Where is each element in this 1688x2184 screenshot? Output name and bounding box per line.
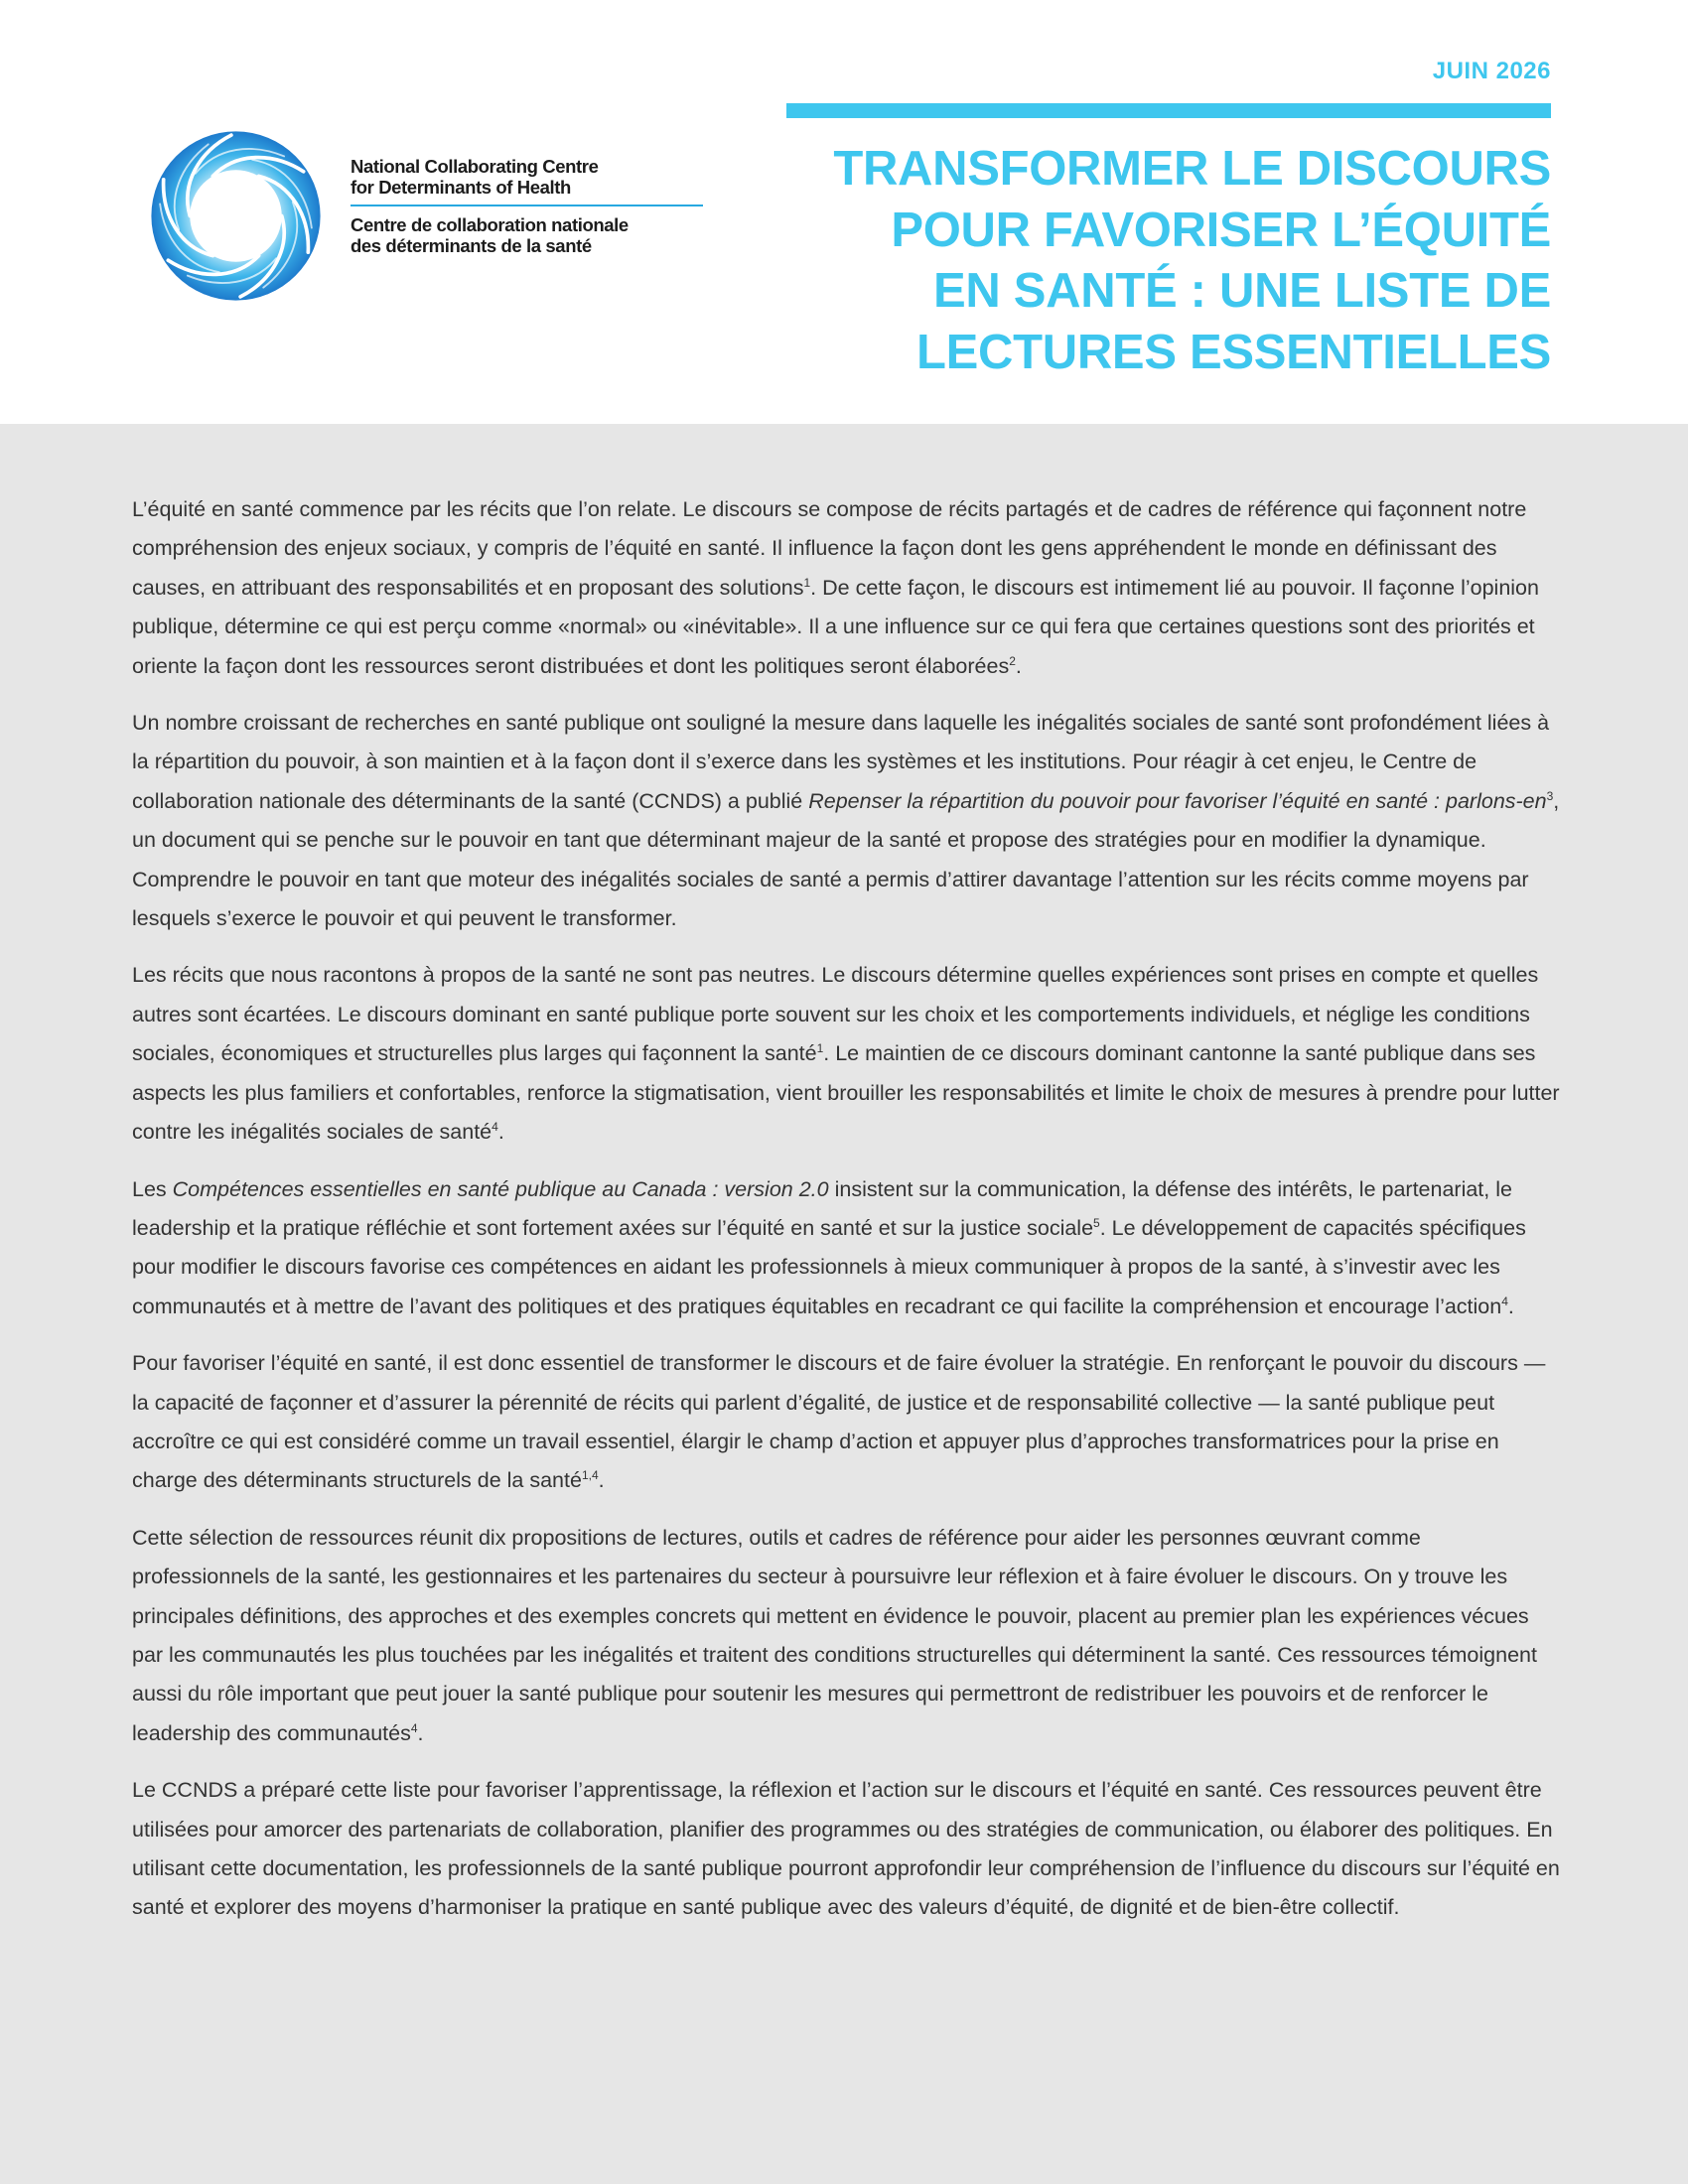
- org-en-line-1: National Collaborating Centre: [351, 156, 599, 177]
- paragraph-1: [132, 490, 1562, 686]
- paragraph-text: Le CCNDS a préparé cette liste pour favoriser l’apprentissage, la réflexion et l’action sur le discours et l’équité en santé. Ces ressources peuvent être utilisées pour amorcer des partenariats de collaboration, planifier des programmes ou des stratégies de communication, ou élaborer des politiques. En utilisant cette documentation, les professionnels de la santé publique pourront approfondir leur compréhension de l’influence du discours sur l’équité en santé et explorer des moyens d’harmoniser la pratique en santé publique avec des valeurs d’équité, de dignité et de bien-être collectif.: [132, 1778, 1560, 1920]
- paragraph-text: insistent sur la communication, la défense des intérêts, le partenariat, le leadership et la pratique réfléchie et sont fortement axées sur l’équité en santé et sur la justice sociale: [132, 1176, 1512, 1240]
- body-text: [132, 490, 1562, 1946]
- footnote-ref: 1: [816, 1041, 824, 1056]
- paragraph-4: [132, 1170, 1562, 1327]
- org-name-english: [351, 156, 703, 206]
- document-title: [707, 139, 1551, 383]
- paragraph-text: Cette sélection de ressources réunit dix propositions de lectures, outils et cadres de référence pour aider les personnes œuvrant comme professionnels de la santé, les gestionnaires et les partenaires du secteur à poursuivre leur réflexion et à faire évoluer le discours. On y trouve les principales définitions, des approches et des exemples concrets qui mettent en évidence le pouvoir, placent au premier plan les expériences vécues par les communautés les plus touchées par les inégalités et traitent des conditions structurelles qui déterminent la santé. Ces ressources témoignent aussi du rôle important que peut jouer la santé publique pour soutenir les mesures qui permettront de redistribuer les pouvoirs et de renforcer le leadership des communautés: [132, 1525, 1537, 1745]
- org-name-french: [351, 214, 703, 256]
- paragraph-text: Un nombre croissant de recherches en santé publique ont souligné la mesure dans laquelle les inégalités sociales de santé sont profondément liées à la répartition du pouvoir, à son maintien et à la façon dont il s’exerce dans les systèmes et les institutions. Pour réagir à cet enjeu, le Centre de collaboration nationale des déterminants de la santé (CCNDS) a publié: [132, 711, 1550, 813]
- footnote-ref: 1,4: [581, 1468, 599, 1483]
- footnote-ref: 2: [1009, 653, 1016, 668]
- title-line-4: LECTURES ESSENTIELLES: [916, 325, 1551, 379]
- paragraph-2: [132, 704, 1562, 938]
- paragraph-text: .: [1507, 1294, 1514, 1318]
- paragraph-3: [132, 956, 1562, 1152]
- footnote-ref: 4: [410, 1720, 418, 1735]
- footnote-ref: 1: [803, 575, 811, 590]
- paragraph-text: .: [598, 1468, 605, 1493]
- org-fr-line-1: Centre de collaboration nationale: [351, 214, 629, 235]
- footnote-ref: 3: [1546, 788, 1554, 803]
- paragraph-text: . Le développement de capacités spécifiques pour modifier le discours favorise ces compétences en aidant les professionnels à mieux communiquer à propos de la santé, à s’investir avec les communautés et à mettre de l’avant des politiques et des pratiques équitables en recadrant ce qui facilite la compréhension et encourage l’action: [132, 1215, 1526, 1318]
- paragraph-text: Pour favoriser l’équité en santé, il est donc essentiel de transformer le discours et de faire évoluer la stratégie. En renforçant le pouvoir du discours — la capacité de façonner et d’assurer la pérennité de récits qui parlent d’égalité, de justice et de responsabilité collective — la santé publique peut accroître ce qui est considéré comme un travail essentiel, élargir le champ d’action et appuyer plus d’approches transformatrices pour la prise en charge des déterminants structurels de la santé: [132, 1351, 1546, 1493]
- paragraph-text: Les: [132, 1176, 173, 1201]
- publication-title: Repenser la répartition du pouvoir pour favoriser l’équité en santé : parlons-en: [808, 788, 1547, 813]
- paragraph-text: . Le maintien de ce discours dominant cantonne la santé publique dans ses aspects les plus familiers et confortables, renforce la stigmatisation, vient brouiller les responsabilités et limite le choix de mesures à prendre pour lutter contre les inégalités sociales de santé: [132, 1041, 1560, 1145]
- swirl-logo-icon: [144, 124, 328, 308]
- paragraph-text: , un document qui se penche sur le pouvoir en tant que déterminant majeur de la santé et propose des stratégies pour en modifier la dynamique. Comprendre le pouvoir en tant que moteur des inégalités sociales de santé a permis d’attirer davantage l’attention sur les récits comme moyens par lesquels s’exerce le pouvoir et qui peuvent le transformer.: [132, 788, 1560, 931]
- paragraph-text: .: [1015, 653, 1022, 678]
- footnote-ref: 4: [492, 1119, 498, 1134]
- paragraph-text: .: [497, 1120, 504, 1145]
- body-section: [0, 424, 1688, 2184]
- org-fr-line-2: des déterminants de la santé: [351, 235, 592, 256]
- publication-date: JUIN 2026: [1432, 58, 1551, 84]
- accent-bar: [786, 103, 1551, 118]
- paragraph-text: .: [417, 1720, 424, 1745]
- footnote-ref: 5: [1093, 1215, 1100, 1230]
- title-line-2: POUR FAVORISER L’ÉQUITÉ: [891, 203, 1551, 257]
- paragraph-6: [132, 1519, 1562, 1753]
- title-line-1: TRANSFORMER LE DISCOURS: [833, 142, 1551, 196]
- publication-title: Compétences essentielles en santé publique au Canada : version 2.0: [172, 1176, 829, 1201]
- title-line-3: EN SANTÉ : UNE LISTE DE: [933, 264, 1551, 318]
- paragraph-text: Les récits que nous racontons à propos de la santé ne sont pas neutres. Le discours détermine quelles expériences sont prises en compte et quelles autres sont écartées. Le discours dominant en santé publique porte souvent sur les choix et les comportements individuels, et néglige les conditions sociales, économiques et structurelles plus larges qui façonnent la santé: [132, 963, 1539, 1066]
- org-en-line-2: for Determinants of Health: [351, 177, 571, 198]
- footnote-ref: 4: [1501, 1294, 1508, 1308]
- paragraph-text: L’équité en santé commence par les récits que l’on relate. Le discours se compose de récits partagés et de cadres de référence qui façonnent notre compréhension des enjeux sociaux, y compris de l’équité en santé. Il influence la façon dont les gens appréhendent le monde en définissant des causes, en attribuant des responsabilités et en proposant des solutions: [132, 497, 1527, 600]
- header: [0, 0, 1688, 424]
- paragraph-5: [132, 1344, 1562, 1501]
- paragraph-7: [132, 1771, 1562, 1928]
- paragraph-text: . De cette façon, le discours est intimement lié au pouvoir. Il façonne l’opinion publique, détermine ce qui est perçu comme «normal» ou «inévitable». Il a une influence sur ce qui fera que certaines questions sont des priorités et oriente la façon dont les ressources seront distribuées et dont les politiques seront élaborées: [132, 575, 1539, 678]
- organization-name: [351, 156, 703, 256]
